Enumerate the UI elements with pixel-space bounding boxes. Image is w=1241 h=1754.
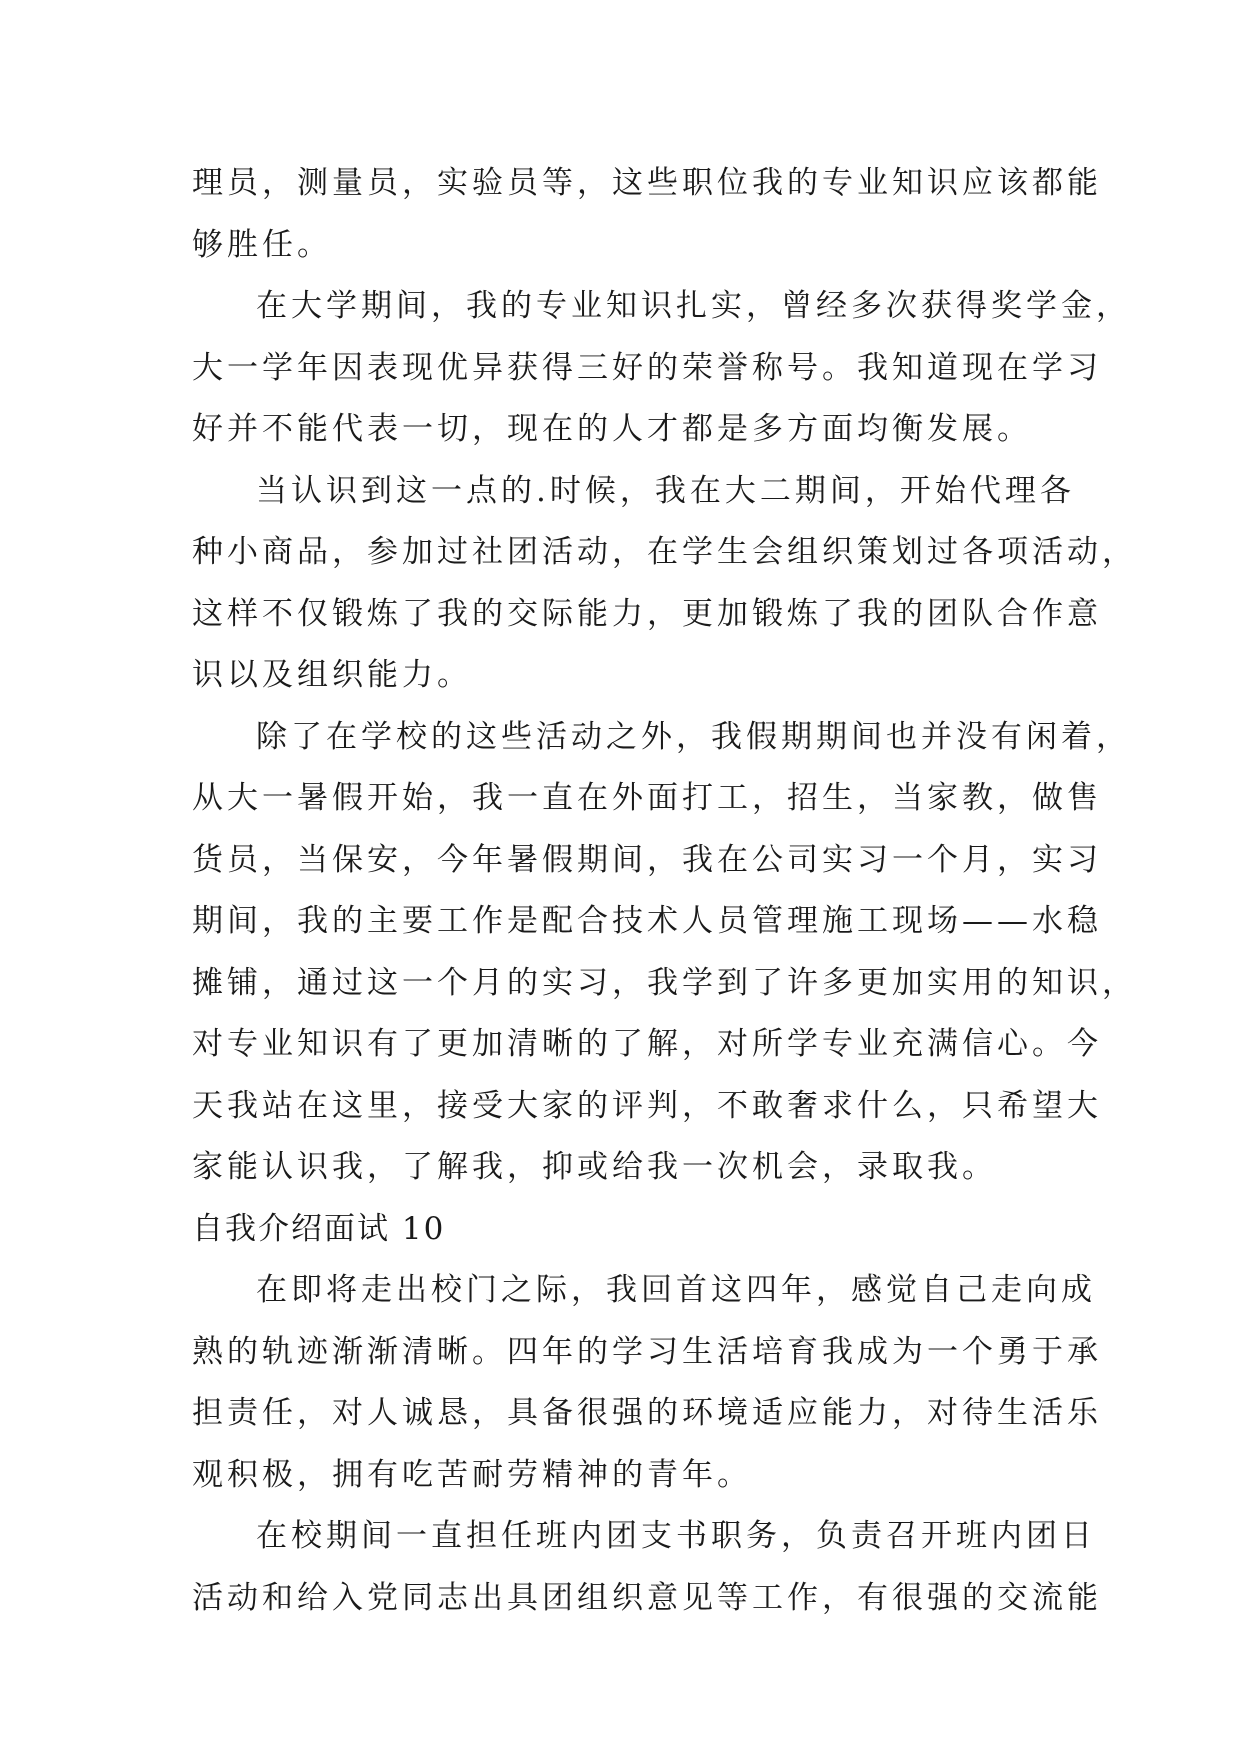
text-line: 从大一暑假开始，我一直在外面打工，招生，当家教，做售: [192, 780, 1102, 816]
paragraph-first-line: 除了在学校的这些活动之外，我假期期间也并没有闲着，: [256, 718, 1131, 755]
document-body: [192, 153, 1137, 1629]
paragraph-first-line: 在即将走出校门之际，我回首这四年，感觉自己走向成: [256, 1272, 1096, 1308]
section-heading: 自我介绍面试 10: [192, 1210, 446, 1247]
text-line: 家能认识我，了解我，抑或给我一次机会，录取我。: [192, 1149, 997, 1185]
text-line: 活动和给入党同志出具团组织意见等工作，有很强的交流能: [192, 1579, 1102, 1616]
text-line: 这样不仅锻炼了我的交际能力，更加锻炼了我的团队合作意: [192, 595, 1102, 632]
text-line: 够胜任。: [192, 226, 332, 263]
text-line: 摊铺，通过这一个月的实习，我学到了许多更加实用的知识，: [192, 964, 1137, 1001]
text-line: 好并不能代表一切，现在的人才都是多方面均衡发展。: [192, 411, 1032, 447]
text-line: 识以及组织能力。: [192, 657, 472, 693]
text-line: 熟的轨迹渐渐清晰。四年的学习生活培育我成为一个勇于承: [192, 1333, 1102, 1370]
text-line: 理员，测量员，实验员等，这些职位我的专业知识应该都能: [192, 165, 1102, 201]
text-line: 货员，当保安，今年暑假期间，我在公司实习一个月，实习: [192, 841, 1102, 878]
paragraph-first-line: 在校期间一直担任班内团支书职务，负责召开班内团日: [256, 1518, 1096, 1554]
text-line: 担责任，对人诚恳，具备很强的环境适应能力，对待生活乐: [192, 1395, 1102, 1431]
text-line: 观积极，拥有吃苦耐劳精神的青年。: [192, 1456, 752, 1493]
text-line: 种小商品，参加过社团活动，在学生会组织策划过各项活动，: [192, 534, 1137, 570]
paragraph-first-line: 当认识到这一点的.时候，我在大二期间，开始代理各: [256, 472, 1075, 509]
paragraph-first-line: 在大学期间，我的专业知识扎实，曾经多次获得奖学金，: [256, 288, 1131, 324]
text-line: 对专业知识有了更加清晰的了解，对所学专业充满信心。今: [192, 1026, 1102, 1062]
text-line: 大一学年因表现优异获得三好的荣誉称号。我知道现在学习: [192, 349, 1102, 386]
text-line: 期间，我的主要工作是配合技术人员管理施工现场——水稳: [192, 903, 1102, 939]
text-line: 天我站在这里，接受大家的评判，不敢奢求什么，只希望大: [192, 1087, 1102, 1124]
